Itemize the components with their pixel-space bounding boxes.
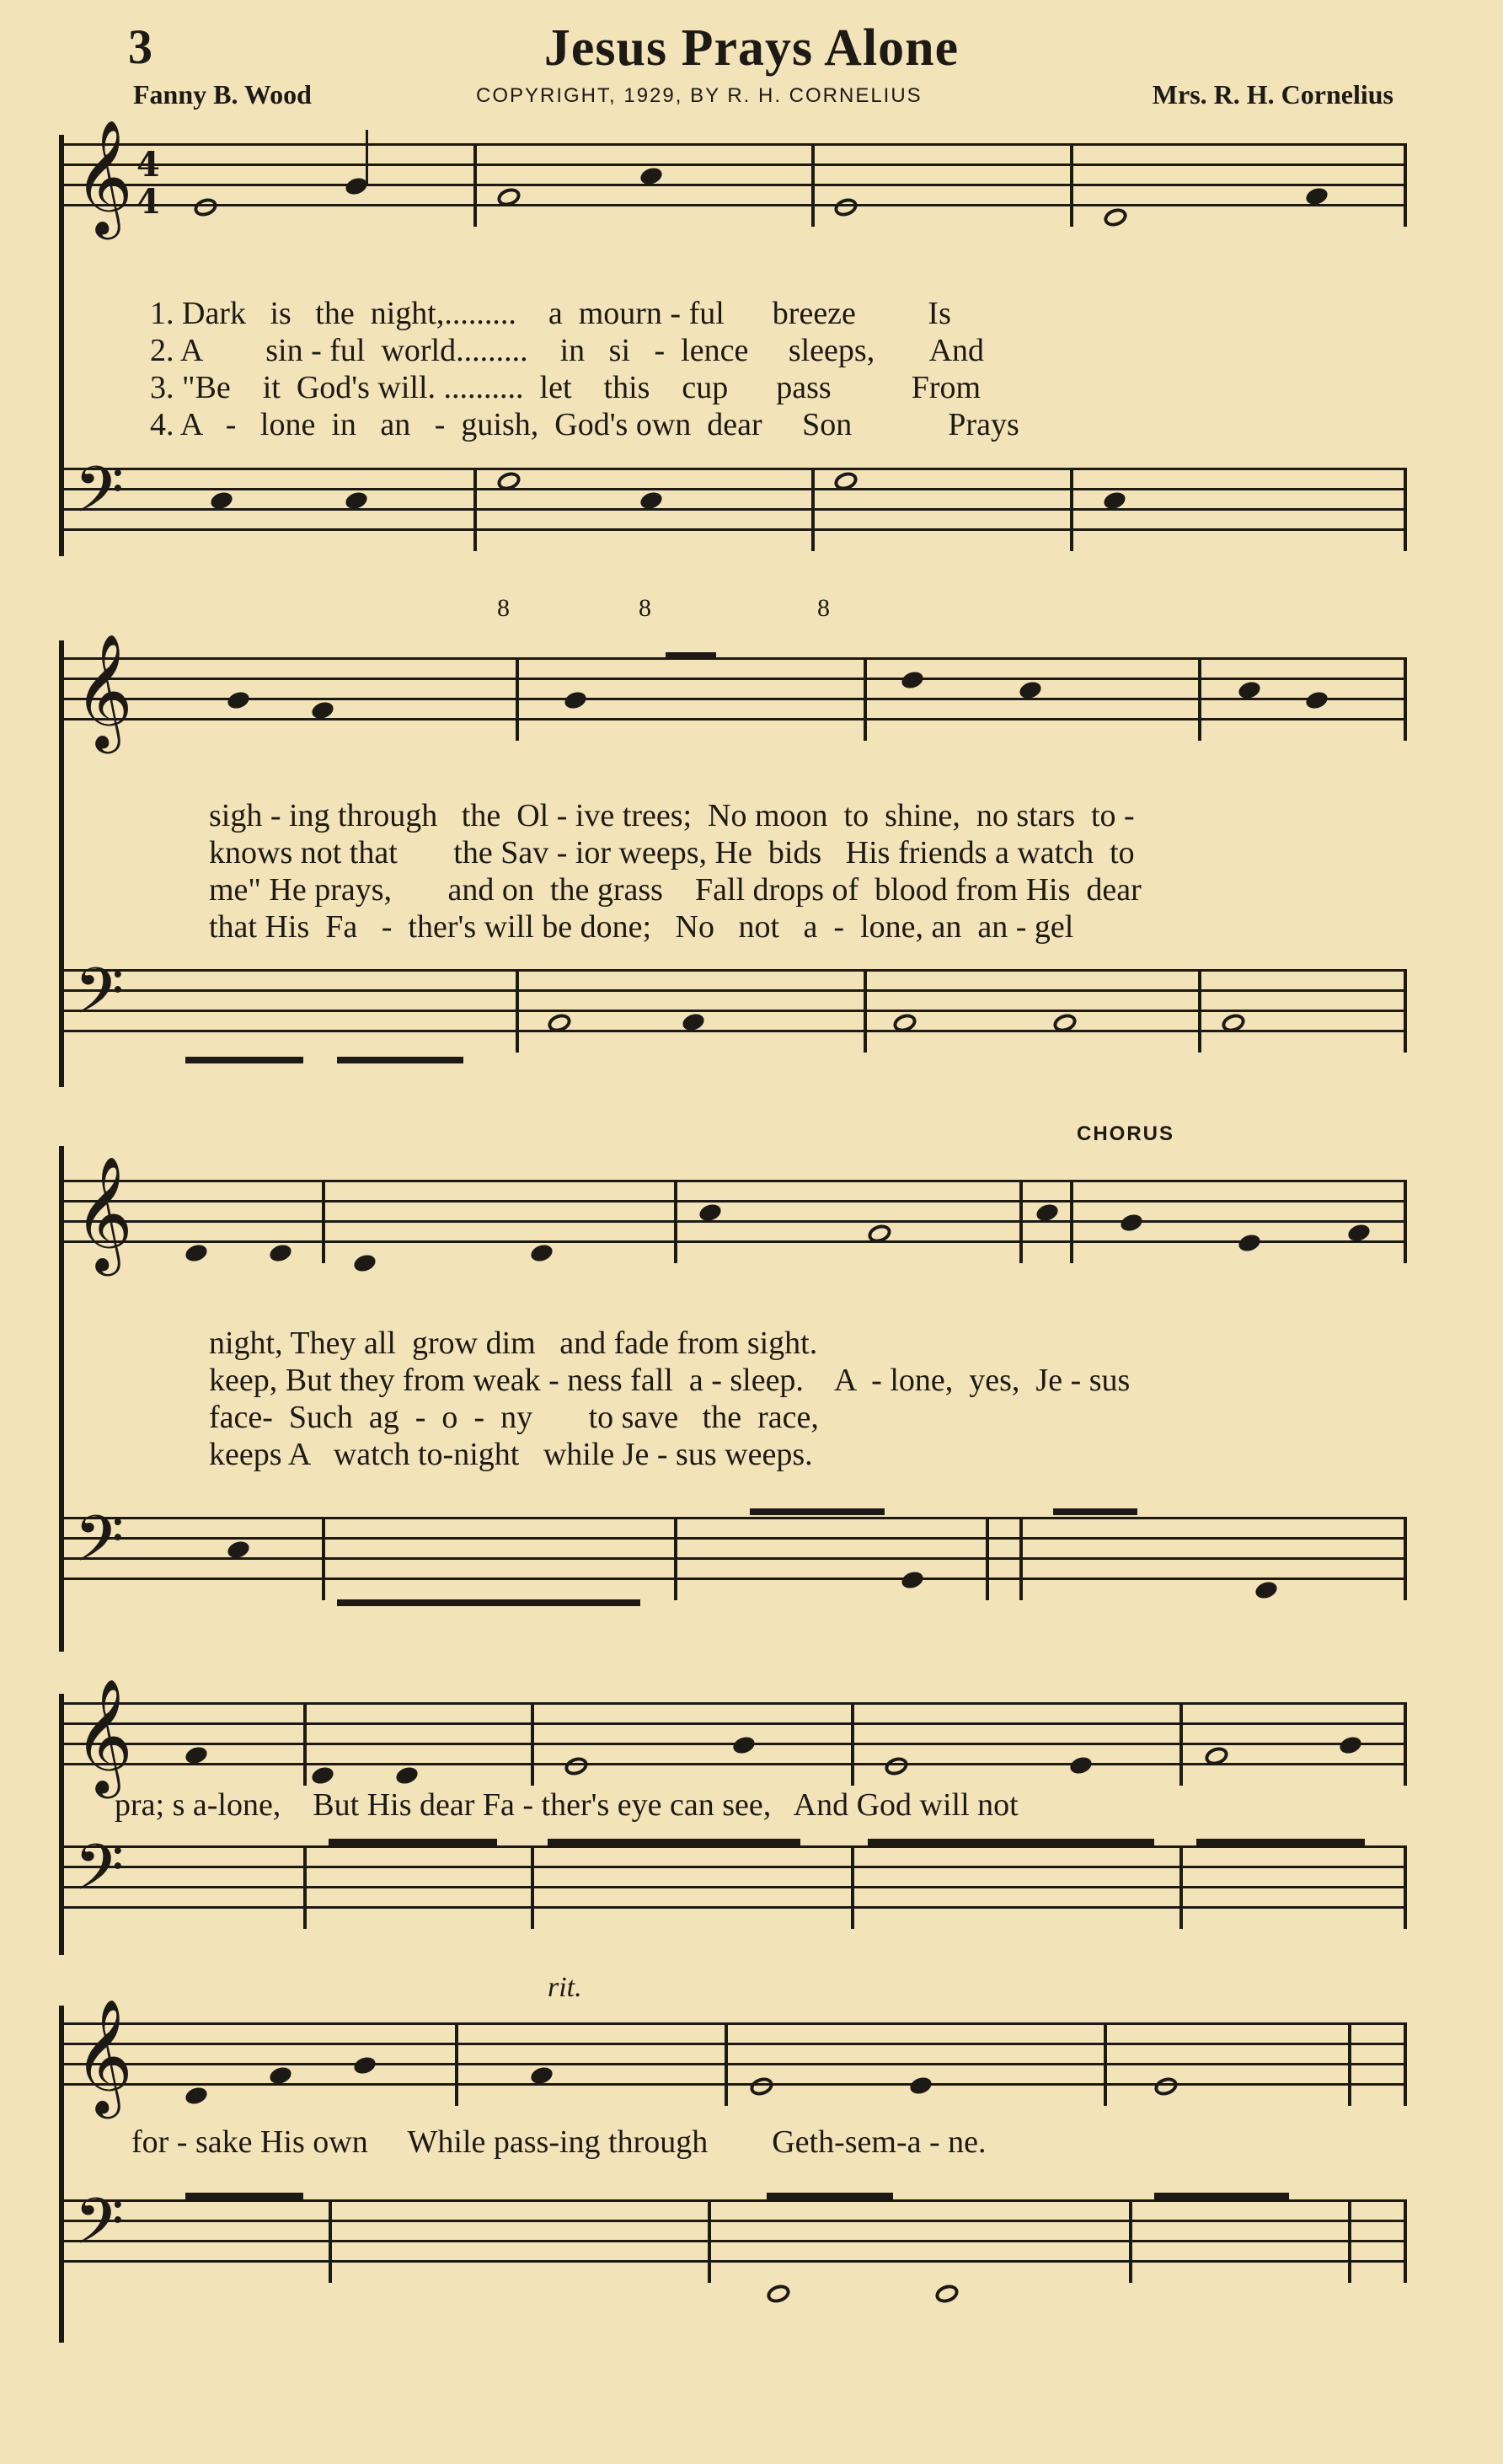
bass-staff (59, 2184, 1407, 2280)
bass-clef-icon: 𝄢 (74, 2184, 125, 2274)
music-system-2 (59, 632, 1407, 1112)
bass-clef-icon: 𝄢 (74, 1830, 125, 1920)
lyric-line: pra; s a-lone, But His dear Fa - ther's eye can see, And God will not (115, 1787, 1019, 1823)
lyricist: Fanny B. Wood (133, 79, 312, 110)
figure-mark: 8 (497, 594, 510, 622)
bass-staff (59, 453, 1407, 549)
page-number: 3 (128, 19, 152, 74)
bass-staff (59, 1502, 1407, 1598)
treble-staff (59, 118, 1407, 234)
treble-staff (59, 1677, 1407, 1793)
treble-clef-icon: 𝄞 (74, 1154, 133, 1271)
lyric-line: that His Fa - ther's will be done; No not a - lone, an an - gel (209, 909, 1074, 945)
music-system-1 (59, 118, 1407, 622)
treble-staff (59, 1997, 1407, 2113)
copyright-notice: COPYRIGHT, 1929, BY R. H. CORNELIUS (476, 84, 923, 107)
lyric-line: night, They all grow dim and fade from sight. (209, 1326, 818, 1361)
lyric-line: 4. A - lone in an - guish, God's own dear Son Prays (150, 407, 1019, 442)
bass-clef-icon: 𝄢 (74, 954, 125, 1044)
music-system-4 (59, 1677, 1407, 1972)
chorus-label: CHORUS (1077, 1122, 1175, 1145)
composer: Mrs. R. H. Cornelius (1152, 79, 1393, 110)
verse-lyrics-3 (209, 1325, 1130, 1473)
figure-mark: 8 (639, 594, 651, 622)
ritardando-marking: rit. (548, 1972, 582, 2003)
music-system-5 (59, 1972, 1407, 2444)
lyric-line: me" He prays, and on the grass Fall drops of blood from His dear (209, 872, 1142, 908)
lyric-line: 3. "Be it God's will. .......... let this cup pass From (150, 370, 981, 405)
credits-row (126, 79, 1393, 113)
lyric-line: sigh - ing through the Ol - ive trees; No moon to shine, no stars to - (209, 798, 1135, 833)
treble-staff (59, 1154, 1407, 1271)
treble-staff (59, 632, 1407, 748)
verse-lyrics-1 (150, 295, 1019, 443)
verse-lyrics-2 (209, 797, 1142, 945)
song-title: Jesus Prays Alone (543, 19, 960, 77)
lyric-line: keeps A watch to-night while Je - sus weeps. (209, 1437, 813, 1472)
chorus-lyrics-2 (131, 2124, 987, 2161)
bass-staff (59, 954, 1407, 1050)
bass-staff (59, 1830, 1407, 1926)
time-signature: 4 4 (136, 145, 160, 222)
lyric-line: keep, But they from weak - ness fall a - sleep. A - lone, yes, Je - sus (209, 1363, 1131, 1398)
treble-clef-icon: 𝄞 (74, 1997, 133, 2113)
bass-clef-icon: 𝄢 (74, 453, 125, 543)
treble-clef-icon: 𝄞 (74, 1677, 133, 1793)
chorus-lyrics-1 (115, 1786, 1019, 1824)
figure-mark: 8 (817, 594, 830, 622)
lyric-line: face- Such ag - o - ny to save the race, (209, 1400, 819, 1435)
treble-clef-icon: 𝄞 (74, 632, 133, 748)
lyric-line: 1. Dark is the night,......... a mourn - ful breeze Is (150, 296, 951, 331)
bass-clef-icon: 𝄢 (74, 1502, 125, 1592)
treble-clef-icon: 𝄞 (74, 118, 133, 234)
lyric-line: knows not that the Sav - ior weeps, He bids His friends a watch to (209, 835, 1135, 870)
lyric-line: 2. A sin - ful world......... in si - lence sleeps, And (150, 333, 985, 368)
music-system-3 (59, 1122, 1407, 1669)
lyric-line: for - sake His own While pass-ing through Geth-sem-a - ne. (131, 2124, 987, 2160)
